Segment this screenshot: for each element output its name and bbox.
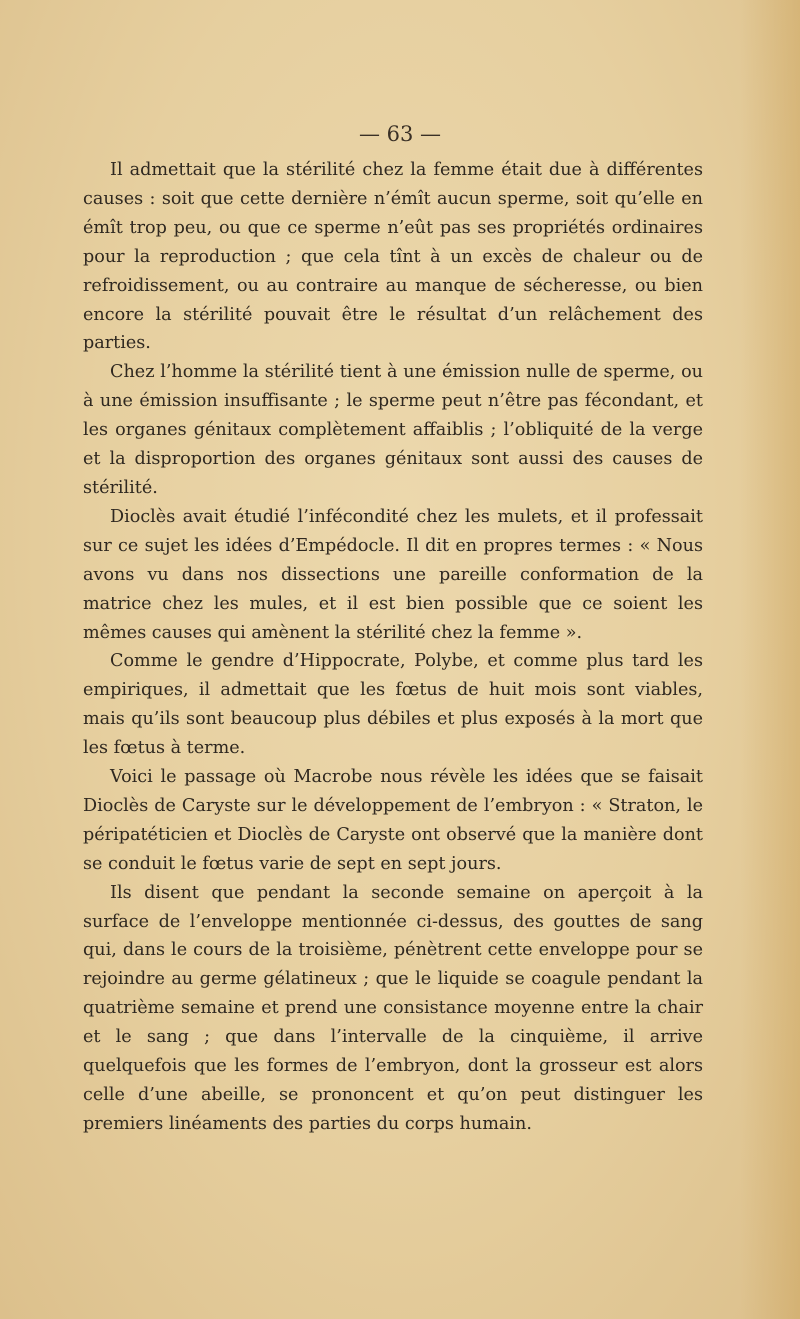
paragraph: Comme le gendre d’Hippocrate, Polybe, et comme plus tard les empiriques, il admettait que les fœtus de huit mois sont viables, mais qu’ils sont beaucoup plus débiles et plus exposés à la mort que les fœtus à terme. — [83, 651, 703, 759]
body-text — [83, 156, 703, 1139]
paragraph: Dioclès avait étudié l’infécondité chez les mulets, et il professait sur ce sujet les idées d’Empédocle. Il dit en propres termes : « Nous avons vu dans nos dissections une pareille conformation de la matrice chez les mules, et il est bien possible que ce soient les mêmes causes qui amènent la stérilité chez la femme ». — [83, 506, 703, 643]
paragraph: Chez l’homme la stérilité tient à une émission nulle de sperme, ou à une émission insuffisante ; le sperme peut n’être pas fécondant, et les organes génitaux complètement affaiblis ; l’obliquité de la verge et la disproportion des organes génitaux sont aussi des causes de stérilité. — [83, 362, 703, 498]
paragraph: Ils disent que pendant la seconde semaine on aperçoit à la surface de l’enveloppe mentionnée ci-dessus, des gouttes de sang qui, dans le cours de la troisième, pénètrent cette enveloppe pour se rejoindre au germe gélatineux ; que le liquide se coagule pendant la quatrième semaine et prend une consistance moyenne entre la chair et le sang ; que dans l’intervalle de la cinquième, il arrive quelquefois que les formes de l’embryon, dont la grosseur est alors celle d’une abeille, se prononcent et qu’on peut distinguer les premiers linéaments des parties du corps humain. — [83, 882, 703, 1134]
paragraph: Il admettait que la stérilité chez la femme était due à différentes causes : soit que cette dernière n’émît aucun sperme, soit qu’elle en émît trop peu, ou que ce sperme n’eût pas ses propriétés ordinaires pour la reproduction ; que cela tînt à un excès de chaleur ou de refroidissement, ou au contraire au manque de sécheresse, ou bien encore la stérilité pouvait être le résultat d’un relâchement des parties. — [83, 160, 703, 354]
paragraph: Voici le passage où Macrobe nous révèle les idées que se faisait Dioclès de Caryste sur le développement de l’embryon : « Straton, le péripatéticien et Dioclès de Caryste ont observé que la manière dont se conduit le fœtus varie de sept en sept jours. — [83, 767, 703, 874]
page-number: — 63 — — [358, 122, 442, 146]
